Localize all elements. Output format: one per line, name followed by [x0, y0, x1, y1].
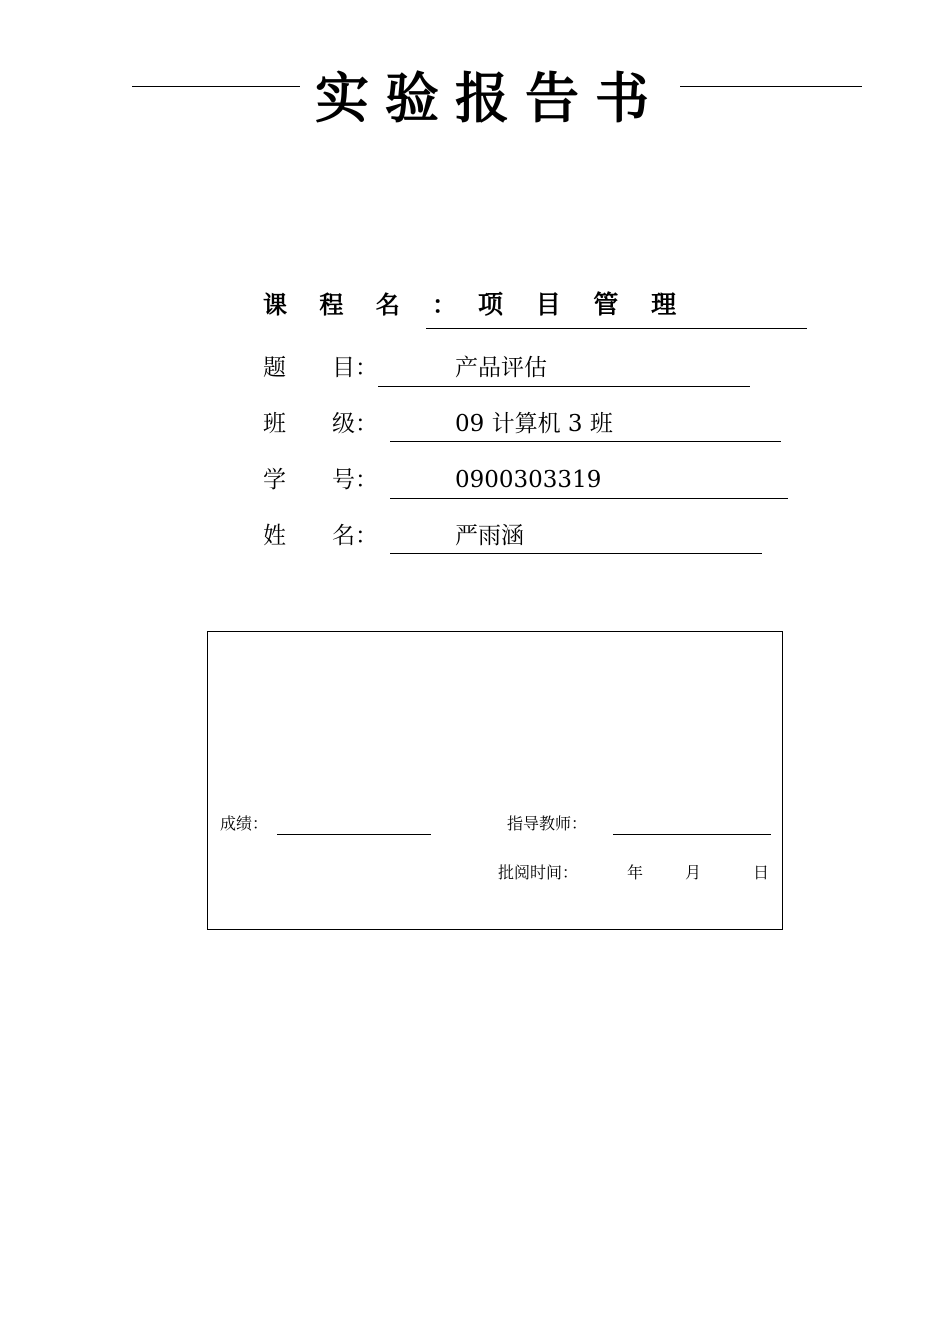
- course-label: 课 程 名 ：: [263, 291, 469, 319]
- name-underline: [390, 553, 762, 554]
- course-underline: [426, 328, 807, 329]
- teacher-field[interactable]: [613, 834, 771, 835]
- day-label: 日: [753, 863, 770, 882]
- class-underline: [390, 441, 781, 442]
- topic-underline: [378, 386, 750, 387]
- student-id-label: 学 号：: [263, 467, 378, 493]
- teacher-label: 指导教师：: [507, 814, 588, 833]
- student-id-underline: [390, 498, 788, 499]
- class-value: 09 计算机 3 班: [455, 411, 613, 437]
- review-time-label: 批阅时间：: [498, 863, 579, 882]
- name-value: 严雨涵: [455, 523, 524, 549]
- month-label: 月: [685, 863, 702, 882]
- score-field[interactable]: [277, 834, 431, 835]
- topic-value: 产品评估: [455, 355, 547, 381]
- class-label: 班 级：: [263, 411, 378, 437]
- student-id-value: 0900303319: [455, 467, 602, 493]
- grade-box: [207, 631, 783, 930]
- document-title: 实验报告书: [300, 62, 680, 134]
- name-label: 姓 名：: [263, 523, 378, 549]
- year-label: 年: [627, 863, 644, 882]
- course-value: 项 目 管 理: [478, 290, 689, 319]
- score-label: 成绩：: [220, 814, 269, 833]
- topic-label: 题 目：: [263, 355, 378, 381]
